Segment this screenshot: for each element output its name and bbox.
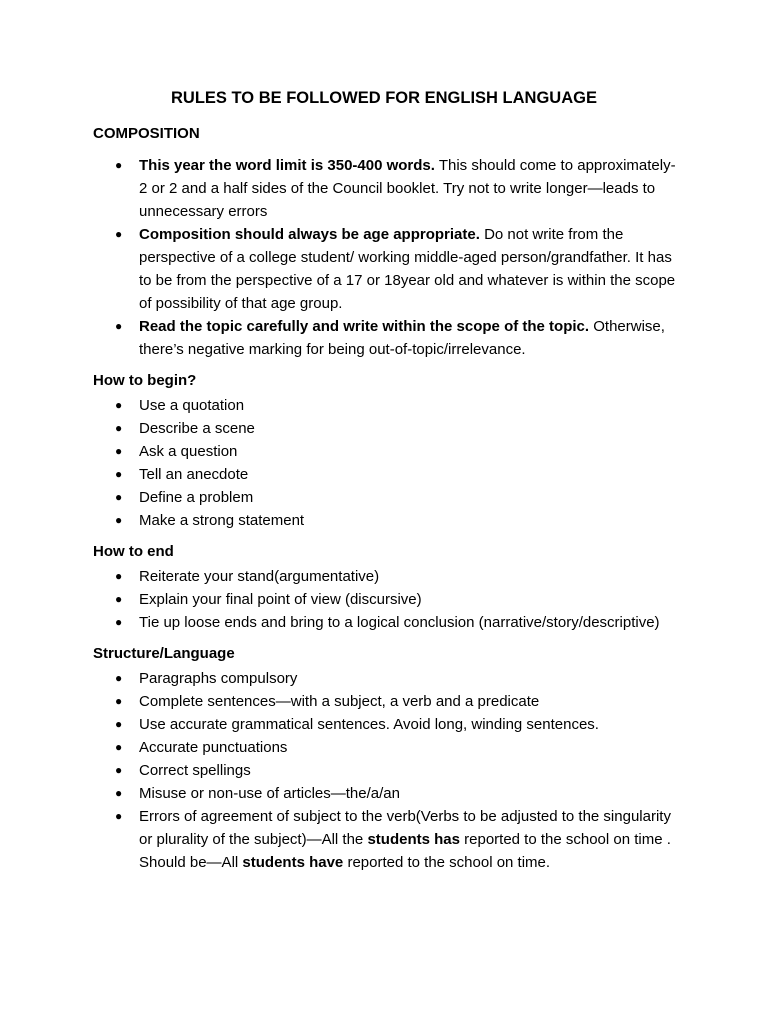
list-item: [93, 690, 678, 713]
list-item-text: Complete sentences—with a subject, a verb and a predicate: [139, 693, 540, 710]
bullet-icon: ●: [115, 319, 123, 333]
list-item: [93, 588, 678, 611]
list-item-text: Use a quotation: [139, 397, 245, 414]
bullet-icon: ●: [115, 467, 123, 481]
list-item-text: Use accurate grammatical sentences. Avoid long, winding sentences.: [139, 716, 599, 733]
bullet-icon: ●: [115, 694, 123, 708]
list-item-text: Misuse or non-use of articles—the/a/an: [139, 785, 400, 802]
agreement-text-1: Errors of agreement of subject to the verb(Verbs to be adjusted to the singularity or plurality of the subject)—All the: [139, 808, 671, 848]
bullet-icon: ●: [115, 158, 123, 172]
how-to-end-list: [93, 565, 678, 634]
rule-bold-text: Composition should always be age appropriate.: [139, 226, 480, 243]
rule-bold-text: Read the topic carefully and write within the scope of the topic.: [139, 318, 590, 335]
list-item-text: Define a problem: [139, 489, 254, 506]
list-item-text: Paragraphs compulsory: [139, 670, 298, 687]
agreement-bold-2: students have: [242, 854, 344, 871]
document-title: RULES TO BE FOLLOWED FOR ENGLISH LANGUAGE: [171, 89, 597, 107]
list-item-text: Accurate punctuations: [139, 739, 288, 756]
list-item-text: Tell an anecdote: [139, 466, 249, 483]
list-item-text: Describe a scene: [139, 420, 255, 437]
structure-language-heading: Structure/Language: [93, 645, 235, 662]
bullet-icon: ●: [115, 569, 123, 583]
bullet-icon: ●: [115, 490, 123, 504]
list-item: [93, 417, 678, 440]
rule-text: This should come to approximately-2 or 2 and a half sides of the Council booklet. Try not to write longer—leads to unnecessary errors: [139, 157, 676, 220]
list-item-text: Correct spellings: [139, 762, 251, 779]
bullet-icon: ●: [115, 513, 123, 527]
list-item-text: Reiterate your stand(argumentative): [139, 568, 380, 585]
list-item: [93, 782, 678, 805]
list-item: [93, 759, 678, 782]
bullet-icon: ●: [115, 763, 123, 777]
list-item: [93, 394, 678, 417]
how-to-end-heading: How to end: [93, 543, 174, 560]
bullet-icon: ●: [115, 717, 123, 731]
bullet-icon: ●: [115, 615, 123, 629]
bullet-icon: ●: [115, 227, 123, 241]
list-item-text: Ask a question: [139, 443, 238, 460]
structure-language-list: [93, 667, 678, 874]
agreement-text-3: reported to the school on time.: [343, 854, 551, 871]
bullet-icon: ●: [115, 671, 123, 685]
list-item-text: Tie up loose ends and bring to a logical conclusion (narrative/story/descriptive): [139, 614, 660, 631]
list-item-text: Explain your final point of view (discursive): [139, 591, 422, 608]
list-item: [93, 611, 678, 634]
list-item-text: Make a strong statement: [139, 512, 305, 529]
list-item: [93, 315, 678, 361]
bullet-icon: ●: [115, 786, 123, 800]
bullet-icon: ●: [115, 398, 123, 412]
bullet-icon: ●: [115, 592, 123, 606]
bullet-icon: ●: [115, 444, 123, 458]
list-item: [93, 667, 678, 690]
rule-text: Do not write from the perspective of a college student/ working middle-aged person/grandfather. It has to be from the perspective of a 17 or 18year old and whatever is within the scope of possibility of that age group.: [139, 226, 676, 312]
list-item: [93, 805, 678, 874]
bullet-icon: ●: [115, 809, 123, 823]
document-content: [93, 123, 678, 874]
rule-bold-text: This year the word limit is 350-400 words.: [139, 157, 435, 174]
list-item: [93, 509, 678, 532]
how-to-begin-list: [93, 394, 678, 532]
composition-list: [93, 154, 678, 361]
list-item: [93, 486, 678, 509]
list-item: [93, 736, 678, 759]
agreement-bold-1: students has: [367, 831, 460, 848]
list-item: [93, 440, 678, 463]
composition-heading: COMPOSITION: [93, 125, 200, 142]
list-item: [93, 223, 678, 315]
rule-text: Otherwise, there’s negative marking for being out-of-topic/irrelevance.: [139, 318, 665, 358]
list-item: [93, 565, 678, 588]
list-item: [93, 154, 678, 223]
list-item: [93, 713, 678, 736]
bullet-icon: ●: [115, 740, 123, 754]
bullet-icon: ●: [115, 421, 123, 435]
how-to-begin-heading: How to begin?: [93, 372, 197, 389]
list-item: [93, 463, 678, 486]
agreement-text-2: reported to the school on time . Should be—All: [139, 831, 671, 871]
